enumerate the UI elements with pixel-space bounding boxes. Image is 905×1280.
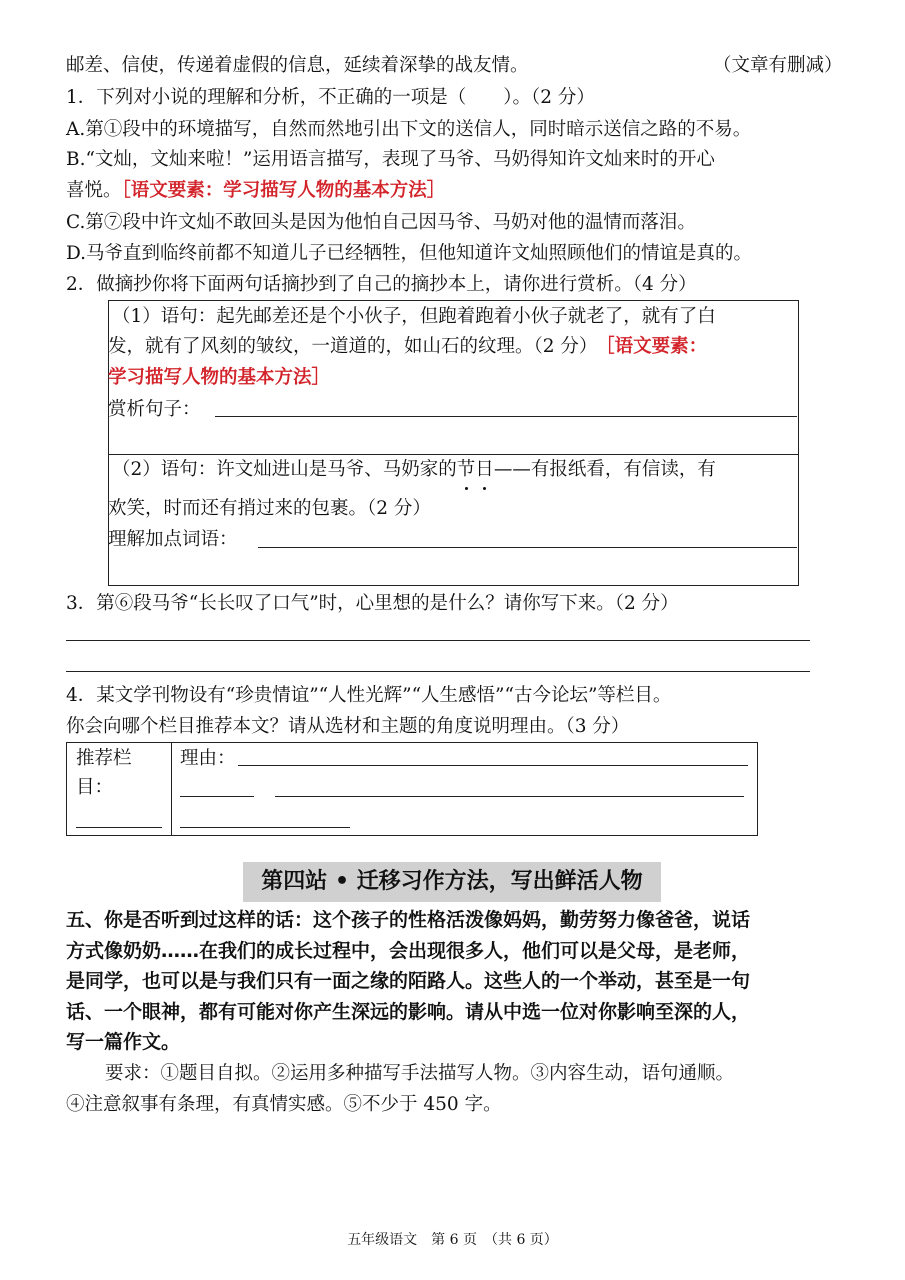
q3-answer-line-1[interactable] [66, 640, 810, 641]
element-tag-cont: 学习描写人物的基本方法］ [108, 367, 331, 388]
essay-prompt-line2: 方式像奶奶……在我们的成长过程中，会出现很多人，他们可以是父母，是老师， [66, 940, 751, 962]
q2-sentence2-line2: 欢笑，时而还有捎过来的包裹。（2 分） [108, 498, 431, 519]
q1-option-b-end: 喜悦。 [66, 180, 122, 201]
dotted-word-char2: 日 [475, 456, 494, 484]
appreciation-answer-line[interactable] [215, 416, 797, 417]
dotted-word-char1: 节 [457, 456, 476, 484]
essay-prompt-line5: 写一篇作文。 [66, 1031, 181, 1053]
q2-sentence2-text: （2）语句：许文灿进山是马爷、马奶家的 [112, 459, 457, 480]
q2-box-divider [108, 454, 798, 455]
q3-answer-line-2[interactable] [66, 671, 810, 672]
dotted-word-label: 理解加点词语： [108, 529, 238, 550]
q4-table-divider [171, 742, 172, 835]
element-tag: ［语文要素： [605, 336, 708, 357]
q1-option-b: B.“文灿，文灿来啦！”运用语言描写，表现了马爷、马奶得知许文灿来时的开心 [66, 149, 715, 170]
element-tag: ［语文要素：学习描写人物的基本方法］ [121, 180, 446, 201]
column-label-line1: 推荐栏 [76, 748, 132, 769]
q2-sentence2-text-end: ——有报纸看，有信读，有 [493, 459, 716, 480]
reason-answer-line-1[interactable] [238, 765, 748, 766]
essay-requirements-line1: 要求：①题目自拟。②运用多种描写手法描写人物。③内容生动，语句通顺。 [105, 1063, 735, 1084]
q2-stem: 2．做摘抄你将下面两句话摘抄到了自己的摘抄本上，请你进行赏析。（4 分） [66, 274, 697, 295]
dotted-word-answer-line[interactable] [258, 547, 797, 548]
page-footer: 五年级语文 第 6 页 （共 6 页） [347, 1232, 558, 1248]
q4-stem-line1: 4．某文学刊物设有“珍贵情谊”“人性光辉”“人生感悟”“古今论坛”等栏目。 [66, 685, 672, 706]
reason-label: 理由： [180, 748, 236, 769]
column-answer-line[interactable] [76, 827, 162, 828]
q4-stem-line2: 你会向哪个栏目推荐本文？请从选材和主题的角度说明理由。（3 分） [66, 716, 630, 737]
appreciation-label: 赏析句子： [108, 399, 201, 420]
q1-option-a: A.第①段中的环境描写，自然而然地引出下文的送信人，同时暗示送信之路的不易。 [66, 119, 752, 140]
q3-stem: 3．第⑥段马爷“长长叹了口气”时，心里想的是什么？请你写下来。（2 分） [66, 593, 679, 614]
q2-tag-cont [108, 364, 330, 392]
essay-prompt-line4: 话、一个眼神，都有可能对你产生深远的影响。请从中选一位对你影响至深的人， [66, 1001, 751, 1023]
essay-prompt-line1: 五、你是否听到过这样的话：这个孩子的性格活泼像妈妈，勤劳努力像爸爸，说话 [66, 909, 751, 931]
reason-answer-line-2b[interactable] [275, 796, 744, 797]
reason-answer-line-2a[interactable] [180, 796, 254, 797]
column-label-line2: 目： [76, 777, 114, 798]
q2-sentence2-line1 [112, 456, 716, 484]
q4-answer-table [66, 742, 758, 836]
station-title: 第四站 • 迁移习作方法，写出鲜活人物 [243, 862, 661, 902]
q1-option-d: D.马爷直到临终前都不知道儿子已经牺牲，但他知道许文灿照顾他们的情谊是真的。 [66, 243, 753, 264]
q2-sentence1-line1: （1）语句：起先邮差还是个小伙子，但跑着跑着小伙子就老了，就有了白 [112, 306, 716, 327]
q2-sentence1-text: 发，就有了风刻的皱纹，一道道的，如山石的纹理。（2 分） [108, 336, 598, 357]
q1-option-b-cont [66, 177, 445, 205]
abridged-note: （文章有删减） [713, 55, 843, 76]
q2-sentence1-line2 [108, 333, 707, 361]
q1-option-c: C.第⑦段中许文灿不敢回头是因为他怕自己因马爷、马奶对他的温情而落泪。 [66, 212, 696, 233]
essay-requirements-line2: ④注意叙事有条理，有真情实感。⑤不少于 450 字。 [66, 1094, 502, 1115]
reason-answer-line-3[interactable] [180, 827, 350, 828]
q1-stem: 1．下列对小说的理解和分析，不正确的一项是（ ）。（2 分） [66, 87, 595, 108]
intro-line: 邮差、信使，传递着虚假的信息，延续着深挚的战友情。 [66, 55, 529, 76]
essay-prompt-line3: 是同学，也可以是与我们只有一面之缘的陌路人。这些人的一个举动，甚至是一句 [66, 970, 751, 992]
